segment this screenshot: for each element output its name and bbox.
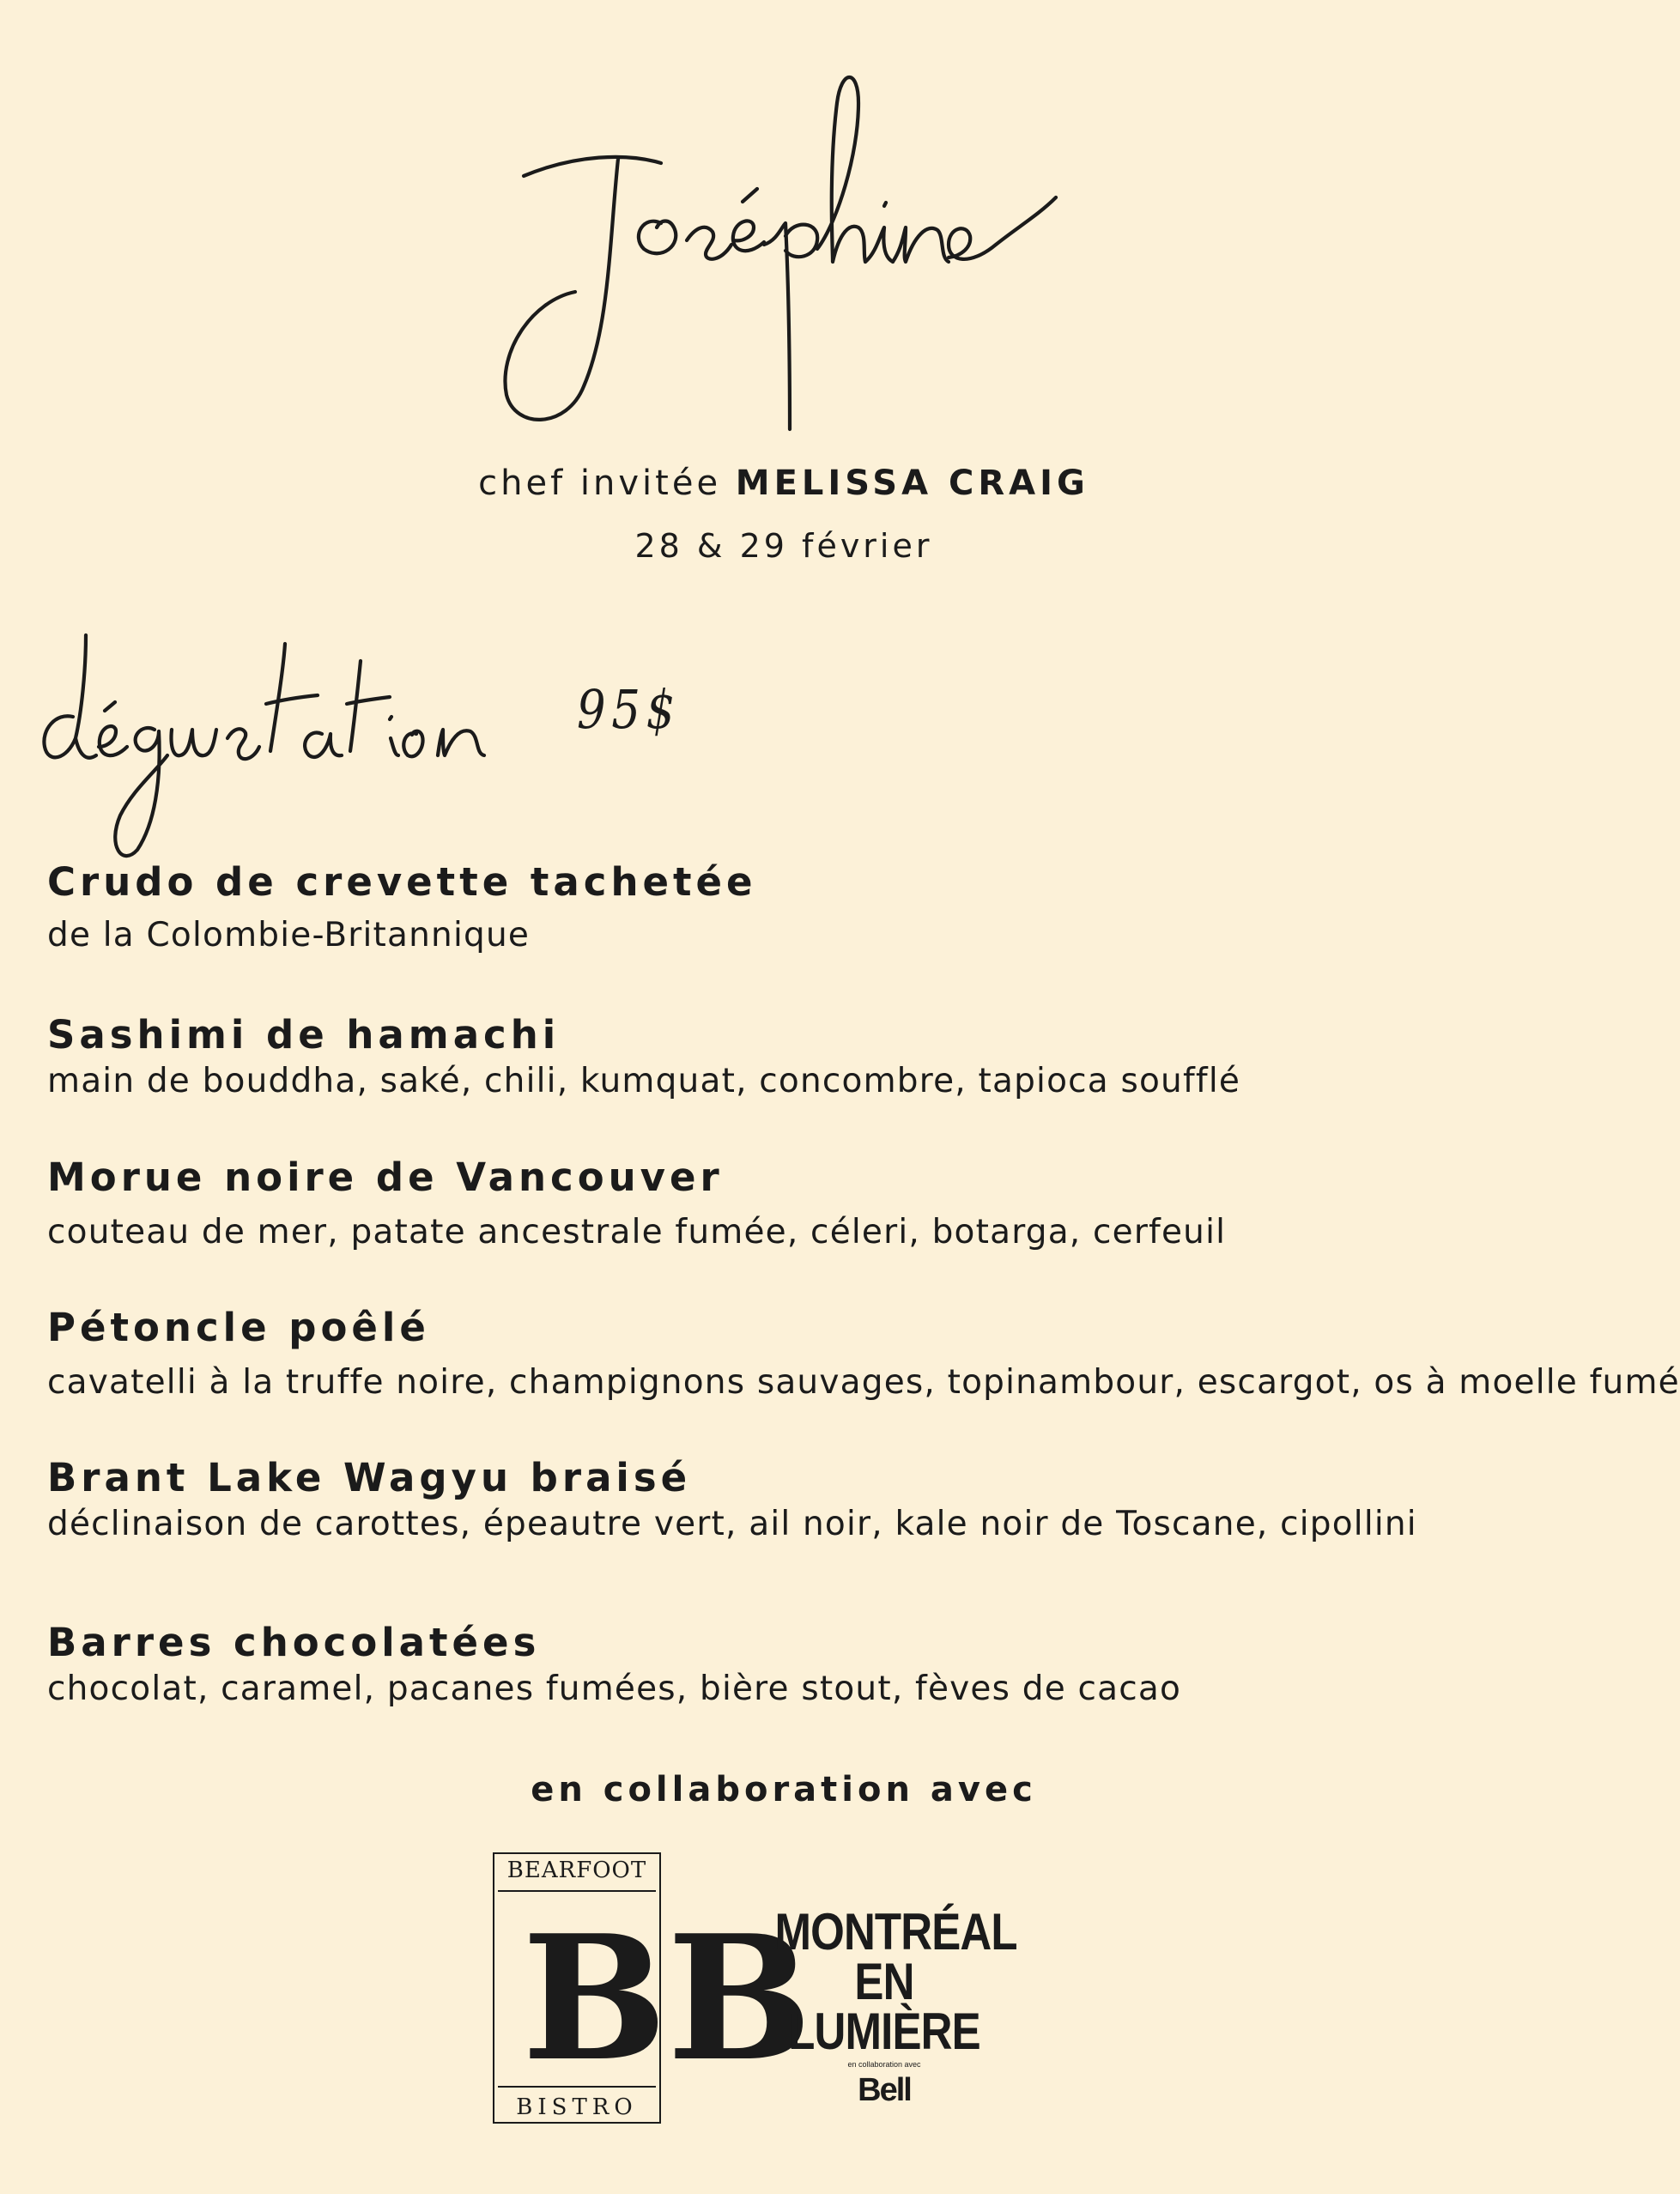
- bearfoot-bistro-logo: [493, 1852, 813, 2124]
- degustation-script: [26, 618, 558, 867]
- bell-logo: Bell: [858, 2072, 911, 2108]
- course-name: Brant Lake Wagyu braisé: [47, 1455, 692, 1500]
- course-name: Sashimi de hamachi: [47, 1012, 561, 1058]
- logo-rule: [498, 1890, 656, 1892]
- course-item: [47, 1304, 1680, 1405]
- bb-monogram-letter-1: BB: [522, 1898, 813, 2100]
- course-description: de la Colombie-Britannique: [47, 916, 531, 955]
- chef-name: MELISSA CRAIG: [735, 464, 1089, 503]
- course-description: chocolat, caramel, pacanes fumées, bière stout, fèves de cacao: [47, 1670, 1182, 1708]
- course-name: Crudo de crevette tachetée: [47, 859, 757, 905]
- course-item: [47, 1619, 1541, 1712]
- course-item: [47, 1154, 1541, 1255]
- course-description: couteau de mer, patate ancestrale fumée, céleri, botarga, cerfeuil: [47, 1213, 1227, 1252]
- logo-top-text: BEARFOOT: [506, 1858, 647, 1883]
- montreal-en-lumiere-logo: [755, 1903, 1017, 2108]
- tasting-price: 95$: [577, 678, 681, 741]
- collaboration-label: en collaboration avec: [531, 1770, 1037, 1809]
- course-name: Pétoncle poêlé: [47, 1305, 430, 1350]
- course-description: main de bouddha, saké, chili, kumquat, concombre, tapioca soufflé: [47, 1062, 1241, 1100]
- event-dates: 28 & 29 février: [634, 527, 933, 565]
- logo-small-text: en collaboration avec: [847, 2060, 921, 2069]
- chef-prefix: chef invitée: [478, 464, 722, 503]
- course-description: déclinaison de carottes, épeautre vert, ail noir, kale noir de Toscane, cipollini: [47, 1505, 1417, 1543]
- course-name: Morue noire de Vancouver: [47, 1155, 724, 1200]
- guest-chef-line: [0, 464, 1568, 503]
- course-name: Barres chocolatées: [47, 1620, 541, 1665]
- logo-rule: [498, 2086, 656, 2088]
- logo-line-2: EN LUMIÈRE: [788, 1953, 980, 2060]
- logo-line-1: MONTRÉAL: [774, 1903, 1017, 1961]
- course-item: [47, 1454, 1541, 1547]
- course-item: [47, 858, 1541, 958]
- title-script-josephine: [481, 52, 1099, 438]
- course-item: [47, 1011, 1541, 1104]
- logo-bottom-text: BISTRO: [516, 2094, 638, 2120]
- course-description: cavatelli à la truffe noire, champignons sauvages, topinambour, escargot, os à moelle fumé: [47, 1363, 1680, 1402]
- bb-monogram-icon: [505, 1897, 813, 2100]
